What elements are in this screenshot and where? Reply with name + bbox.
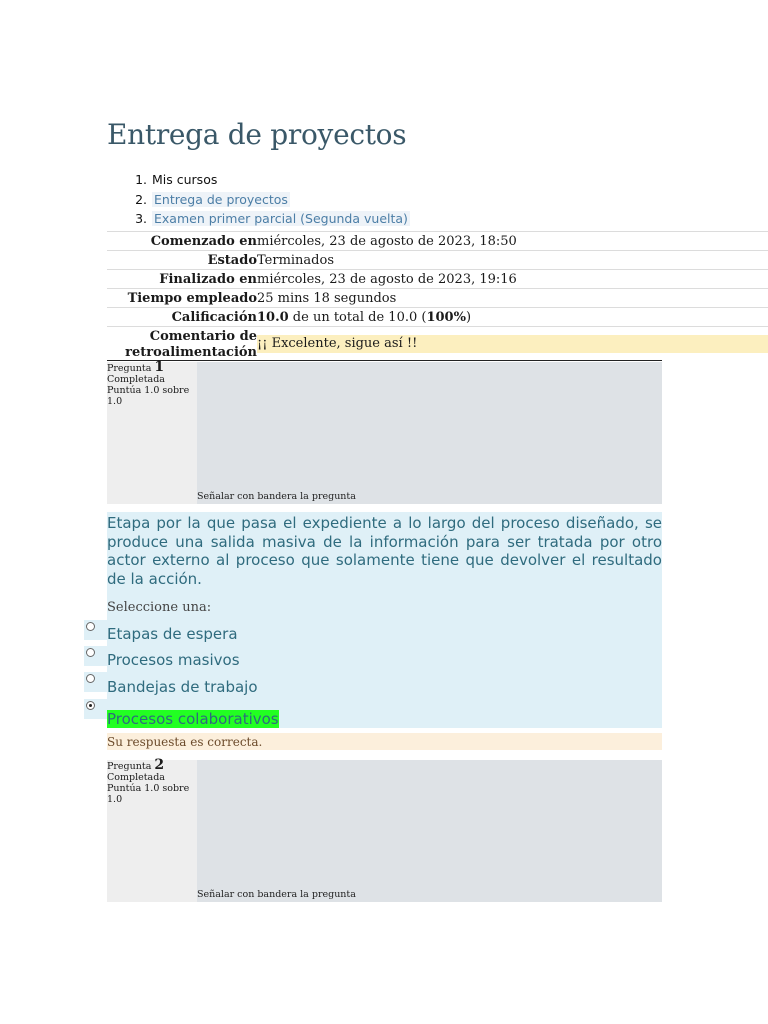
feedback-value: ¡¡ Excelente, sigue así !! [257, 335, 768, 353]
summary-row-grade [107, 308, 768, 327]
question-label: Pregunta [107, 761, 152, 772]
grade-total: de un total de 10.0 ( [288, 310, 427, 325]
grade-score: 10.0 [257, 310, 289, 325]
breadcrumb-link-examen[interactable]: Examen primer parcial (Segunda vuelta) [154, 211, 408, 226]
flag-question-link[interactable]: Señalar con bandera la pregunta [197, 491, 356, 502]
summary-row-time [107, 289, 768, 308]
question-content-1 [107, 512, 662, 728]
question-info-panel [107, 757, 197, 902]
started-label: Comenzado en [150, 234, 257, 249]
state-value: Terminados [257, 253, 334, 268]
breadcrumb-item[interactable]: 2. Entrega de proyectos [135, 191, 288, 207]
answer-option-procesos-colaborativos[interactable]: Procesos colaborativos [107, 710, 279, 728]
summary-divider [107, 360, 662, 361]
breadcrumb-link-entrega[interactable]: Entrega de proyectos [154, 191, 288, 207]
page-title: Entrega de proyectos [107, 118, 407, 151]
radio-button[interactable] [86, 648, 95, 657]
question-label: Pregunta [107, 363, 152, 374]
question-info-1 [107, 359, 662, 504]
question-score: Puntúa 1.0 sobre 1.0 [107, 783, 190, 805]
summary-row-finished [107, 270, 768, 289]
answer-option-bandejas-de-trabajo[interactable]: Bandejas de trabajo [107, 678, 258, 696]
grade-percent: 100% [426, 310, 466, 325]
started-value: miércoles, 23 de agosto de 2023, 18:50 [257, 234, 517, 249]
answer-option-etapas-de-espera[interactable]: Etapas de espera [107, 625, 238, 643]
answer-feedback: Su respuesta es correcta. [107, 733, 662, 750]
summary-row-started [107, 232, 768, 251]
breadcrumb-link-mis-cursos[interactable]: Mis cursos [152, 172, 218, 187]
question-state: Completada [107, 772, 165, 783]
question-score: Puntúa 1.0 sobre 1.0 [107, 385, 190, 407]
breadcrumb-item[interactable]: 1. Mis cursos [135, 172, 218, 187]
radio-bandejas-de-trabajo[interactable] [84, 672, 107, 692]
radio-button[interactable] [86, 674, 95, 683]
time-value: 25 mins 18 segundos [257, 291, 397, 306]
feedback-label: Comentario de retroalimentación [125, 329, 257, 360]
radio-etapas-de-espera[interactable] [84, 620, 107, 640]
radio-procesos-colaborativos[interactable] [84, 699, 107, 719]
answer-prompt: Seleccione una: [107, 600, 212, 615]
question-number: 2 [154, 757, 165, 773]
finished-value: miércoles, 23 de agosto de 2023, 19:16 [257, 272, 517, 287]
summary-row-state [107, 251, 768, 270]
radio-procesos-masivos[interactable] [84, 646, 107, 666]
state-label: Estado [207, 253, 257, 268]
question-info-2 [107, 757, 662, 902]
time-label: Tiempo empleado [127, 291, 257, 306]
question-number: 1 [154, 359, 165, 375]
grade-close: ) [465, 310, 472, 325]
grade-label: Calificación [171, 310, 257, 325]
breadcrumb [107, 170, 410, 229]
radio-button-checked[interactable] [86, 701, 95, 710]
question-text: Etapa por la que pasa el expediente a lo largo del proceso diseñado, se produce una salida masiva de la información para ser tratada por otro actor externo al proceso que solamente tiene que devolver el resultado de la acción. [107, 514, 662, 588]
grade-value [257, 308, 768, 327]
summary-row-feedback [107, 327, 768, 362]
breadcrumb-item[interactable]: 3. Examen primer parcial (Segunda vuelta) [135, 211, 408, 226]
question-info-panel [107, 359, 197, 504]
radio-button[interactable] [86, 622, 95, 631]
attempt-summary-table [107, 231, 768, 361]
feedback-cell [257, 327, 768, 362]
finished-label: Finalizado en [159, 272, 257, 287]
question-state: Completada [107, 374, 165, 385]
flag-question-link[interactable]: Señalar con bandera la pregunta [197, 889, 356, 900]
answer-option-procesos-masivos[interactable]: Procesos masivos [107, 651, 240, 669]
